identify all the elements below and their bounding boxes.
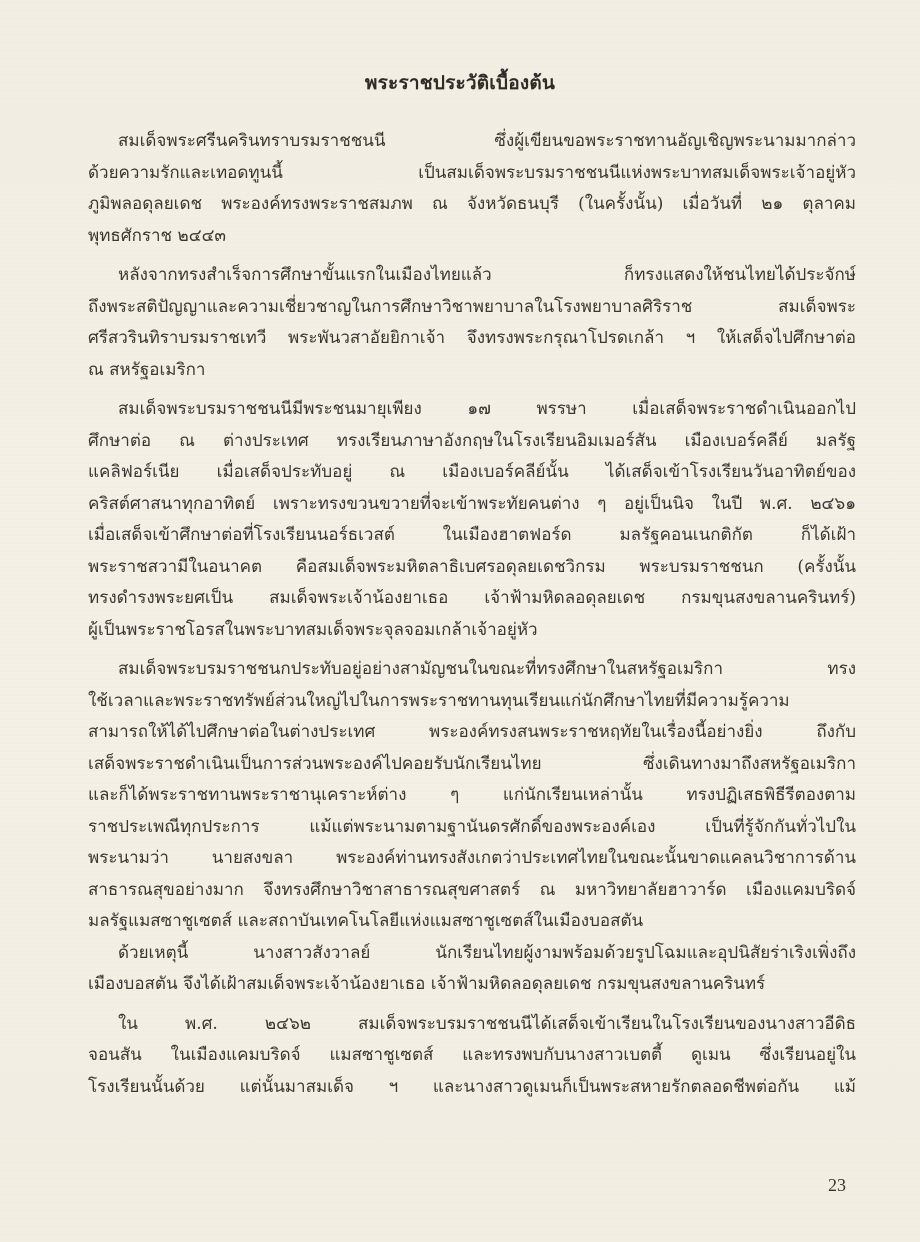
text-line: ราชประเพณีทุกประการ แม้แต่พระนามตามฐานันดรศักดิ์ของพระองค์เอง เป็นที่รู้จักกันทั่วไปใน: [88, 816, 856, 837]
paragraph-6: [88, 1009, 856, 1104]
text-line: โรงเรียนนั้นด้วย แต่นั้นมาสมเด็จ ฯ และนางสาวดูเมนก็เป็นพระสหายรักตลอดชีพต่อกัน แม้: [88, 1076, 856, 1097]
text-line: ศึกษาต่อ ณ ต่างประเทศ ทรงเรียนภาษาอังกฤษในโรงเรียนอิมเมอร์สัน เมืองเบอร์คลีย์ มลรัฐ: [88, 430, 856, 451]
text-line: ใน พ.ศ. ๒๔๖๒ สมเด็จพระบรมราชชนนีได้เสด็จเข้าเรียนในโรงเรียนของนางสาวอีดิธ: [118, 1013, 856, 1034]
text-line: แคลิฟอร์เนีย เมื่อเสด็จประทับอยู่ ณ เมืองเบอร์คลีย์นั้น ได้เสด็จเข้าโรงเรียนวันอาทิตย์ของ: [88, 462, 856, 482]
paragraph-1: [88, 126, 856, 252]
text-line: สาธารณสุขอย่างมาก จึงทรงศึกษาวิชาสาธารณสุขศาสตร์ ณ มหาวิทยาลัยฮาวาร์ด เมืองแคมบริดจ์: [88, 879, 856, 900]
text-line: พุทธศักราช ๒๔๔๓: [88, 225, 227, 246]
body-text: [88, 126, 856, 1103]
text-line: เมืองบอสตัน จึงได้เฝ้าสมเด็จพระเจ้าน้องยาเธอ เจ้าฟ้ามหิดลอดุลยเดช กรมขุนสงขลานครินทร์: [88, 974, 766, 994]
page-number: 23: [828, 1175, 846, 1195]
paragraph-5: [88, 938, 856, 1001]
text-line: พระราชสวามีในอนาคต คือสมเด็จพระมหิตลาธิเบศรอดุลยเดชวิกรม พระบรมราชชนก (ครั้งนั้น: [88, 556, 856, 577]
text-line: ถึงพระสติปัญญาและความเชี่ยวชาญในการศึกษาวิชาพยาบาลในโรงพยาบาลศิริราช สมเด็จพระ: [88, 296, 856, 317]
text-line: ด้วยความรักและเทอดทูนนี้ เป็นสมเด็จพระบรมราชชนนีแห่งพระบาทสมเด็จพระเจ้าอยู่หัว: [88, 162, 856, 183]
text-line: คริสต์ศาสนาทุกอาทิตย์ เพราะทรงขวนขวายที่จะเข้าพระทัยคนต่าง ๆ อยู่เป็นนิจ ในปี พ.ศ. ๒๔๖๑: [88, 493, 856, 514]
text-line: มลรัฐแมสซาชูเซตส์ และสถาบันเทคโนโลยีแห่งแมสซาชูเซตส์ในเมืองบอสตัน: [88, 911, 644, 931]
text-line: เมื่อเสด็จเข้าศึกษาต่อที่โรงเรียนนอร์ธเวสต์ ในเมืองฮาตฟอร์ด มลรัฐคอนเนกติกัต ก็ได้เฝ้า: [88, 525, 856, 545]
text-line: ศรีสวรินทิราบรมราชเทวี พระพันวสาอัยยิกาเจ้า จึงทรงพระกรุณาโปรดเกล้า ฯ ให้เสด็จไปศึกษาต่อ: [88, 328, 856, 348]
text-line: สามารถให้ได้ไปศึกษาต่อในต่างประเทศ พระองค์ทรงสนพระราชหฤทัยในเรื่องนี้อย่างยิ่ง ถึงกับ: [88, 722, 856, 742]
text-line: ด้วยเหตุนี้ นางสาวสังวาลย์ นักเรียนไทยผู้งามพร้อมด้วยรูปโฉมและอุปนิสัยร่าเริงเพิ่งถึง: [118, 942, 856, 963]
text-line: ใช้เวลาและพระราชทรัพย์ส่วนใหญ่ไปในการพระราชทานทุนเรียนแก่นักศึกษาไทยที่มีความรู้ความ: [88, 690, 790, 711]
text-line: สมเด็จพระศรีนครินทราบรมราชชนนี ซึ่งผู้เขียนขอพระราชทานอัญเชิญพระนามมากล่าว: [118, 131, 856, 151]
text-line: พระนามว่า นายสงขลา พระองค์ท่านทรงสังเกตว่าประเทศไทยในขณะนั้นขาดแคลนวิชาการด้าน: [88, 848, 856, 868]
text-line: หลังจากทรงสำเร็จการศึกษาขั้นแรกในเมืองไทยแล้ว ก็ทรงแสดงให้ชนไทยได้ประจักษ์: [118, 265, 856, 285]
text-line: สมเด็จพระบรมราชชนกประทับอยู่อย่างสามัญชนในขณะที่ทรงศึกษาในสหรัฐอเมริกา ทรง: [118, 659, 856, 679]
page-title: พระราชประวัติเบื้องต้น: [364, 72, 556, 94]
text-line: เสด็จพระราชดำเนินเป็นการส่วนพระองค์ไปคอยรับนักเรียนไทย ซึ่งเดินทางมาถึงสหรัฐอเมริกา: [88, 753, 856, 774]
paragraph-4: [88, 654, 856, 938]
paragraph-2: [88, 260, 856, 386]
text-line: จอนสัน ในเมืองแคมบริดจ์ แมสซาชูเซตส์ และทรงพบกับนางสาวเบตตี้ ดูเมน ซึ่งเรียนอยู่ใน: [88, 1045, 856, 1065]
paragraph-3: [88, 394, 856, 646]
text-line: และก็ได้พระราชทานพระราชานุเคราะห์ต่าง ๆ แก่นักเรียนเหล่านั้น ทรงปฏิเสธพิธีรีตองตาม: [88, 785, 856, 805]
text-line: ภูมิพลอดุลยเดช พระองค์ทรงพระราชสมภพ ณ จังหวัดธนบุรี (ในครั้งนั้น) เมื่อวันที่ ๒๑ ตุลาคม: [88, 194, 856, 214]
text-line: ทรงดำรงพระยศเป็น สมเด็จพระเจ้าน้องยาเธอ เจ้าฟ้ามหิดลอดุลยเดช กรมขุนสงขลานครินทร์): [88, 588, 856, 608]
text-line: ณ สหรัฐอเมริกา: [88, 359, 206, 380]
text-line: ผู้เป็นพระราชโอรสในพระบาทสมเด็จพระจุลจอมเกล้าเจ้าอยู่หัว: [88, 619, 538, 640]
text-line: สมเด็จพระบรมราชชนนีมีพระชนมายุเพียง ๑๗ พรรษา เมื่อเสด็จพระราชดำเนินออกไป: [118, 399, 856, 419]
